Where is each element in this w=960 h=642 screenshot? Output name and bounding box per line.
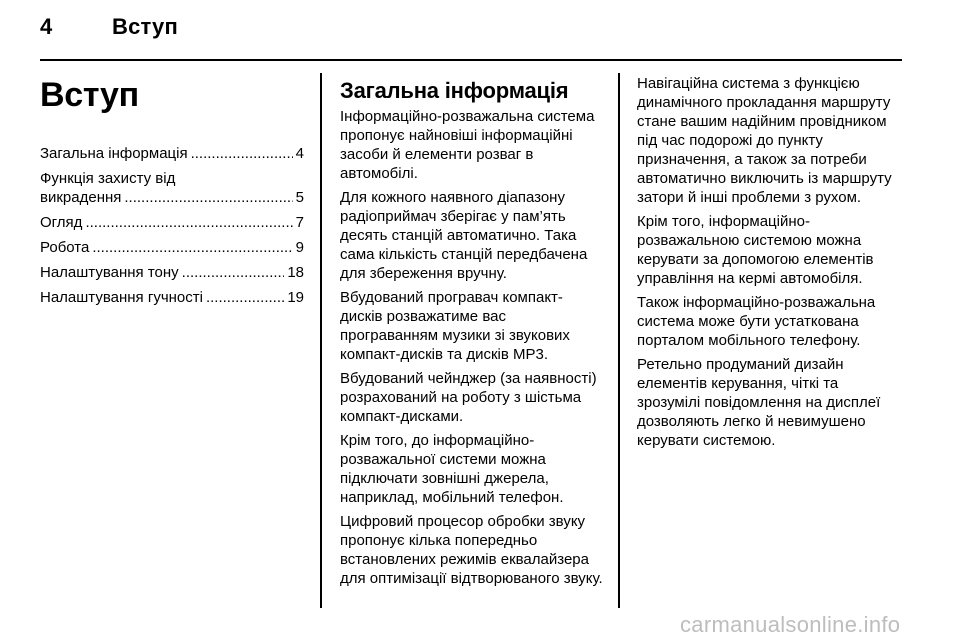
table-of-contents (40, 74, 304, 313)
toc-entry-label-line1: Функція захисту від (40, 170, 176, 187)
column-divider-1 (320, 73, 322, 608)
paragraph: Вбудований чейнджер (за наявності) розрахований на роботу з шістьма компакт-дисками. (340, 370, 597, 425)
toc-entry-volume-settings[interactable] (40, 288, 304, 307)
paragraph: Інформаційно-розважальна система пропонує найновіші інформаційні засоби й елементи розваг в автомобілі. (340, 108, 595, 182)
toc-entry-general-info[interactable] (40, 144, 304, 163)
toc-entry-overview[interactable] (40, 213, 304, 232)
toc-entry-page: 9 (295, 239, 304, 256)
toc-leader-dots (85, 213, 292, 232)
toc-entry-label: Загальна інформація (40, 145, 188, 162)
toc-entry-label: Налаштування тону (40, 264, 179, 281)
watermark: carmanualsonline.info (680, 612, 901, 637)
header-title: Вступ (112, 14, 178, 39)
section-title: Загальна інформація (340, 78, 569, 103)
toc-entry-label: Огляд (40, 214, 83, 231)
header-divider (40, 59, 902, 61)
right-column (637, 74, 905, 455)
toc-entry-page: 5 (295, 189, 304, 206)
paragraph: Крім того, до інформаційно-розважальної системи можна підключати зовнішні джерела, наприклад, мобільний телефон. (340, 432, 564, 506)
paragraph: Ретельно продуманий дизайн елементів керування, чіткі та зрозумілі повідомлення на дисплеї дозволяють легко й невимушено керувати системою. (637, 356, 881, 449)
toc-entry-label-line2: викрадення (40, 189, 122, 206)
toc-leader-dots (92, 238, 292, 257)
toc-entry-page: 19 (287, 289, 304, 306)
paragraph: Цифровий процесор обробки звуку пропонує кілька попередньо встановлених режимів еквалайзера для оптимізації відтворюваного звуку. (340, 513, 603, 587)
paragraph: Також інформаційно-розважальна система може бути устаткована порталом мобільного телефону. (637, 294, 876, 349)
paragraph: Крім того, інформаційно-розважальною системою можна керувати за допомогою елементів управління на кермі автомобіля. (637, 213, 874, 287)
toc-entry-label: Налаштування гучності (40, 289, 203, 306)
page-number: 4 (40, 14, 53, 39)
toc-entry-label: Робота (40, 239, 90, 256)
toc-entry-operation[interactable] (40, 238, 304, 257)
paragraph: Вбудований програвач компакт-дисків розважатиме вас програванням музики зі звукових компакт-дисків та дисків MP3. (340, 289, 570, 363)
toc-entry-anti-theft[interactable] (40, 169, 304, 207)
toc-title: Вступ (40, 76, 139, 114)
toc-list (40, 144, 304, 307)
toc-leader-dots (182, 263, 285, 282)
toc-entry-page: 4 (295, 145, 304, 162)
column-divider-2 (618, 73, 620, 608)
general-info-section (340, 78, 604, 593)
toc-entry-tone-settings[interactable] (40, 263, 304, 282)
toc-leader-dots (191, 144, 293, 163)
paragraph: Навігаційна система з функцією динамічного прокладання маршруту стане вашим надійним провідником під час подорожі до пункту призначення, а також за потреби автоматично виключить із маршруту затори й інші проблеми з рухом. (637, 75, 892, 206)
toc-entry-page: 18 (287, 264, 304, 281)
toc-leader-dots (206, 288, 284, 307)
paragraph: Для кожного наявного діапазону радіоприймач зберігає у пам’ять десять станцій автоматично. Така сама кількість станцій передбачена для збереження вручну. (340, 189, 588, 282)
toc-entry-page: 7 (295, 214, 304, 231)
toc-leader-dots (124, 188, 292, 207)
